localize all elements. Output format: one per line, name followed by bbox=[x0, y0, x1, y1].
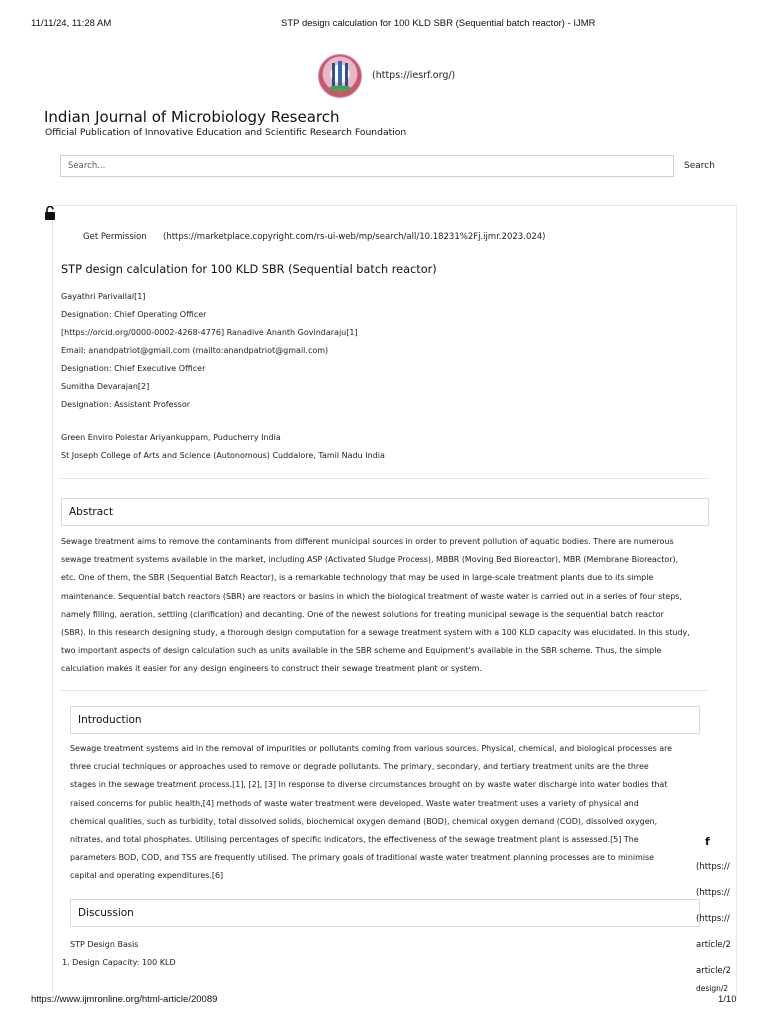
text-line: nitrates, and total phosphates. Utilising percentages of specific indicators, the effectiveness of the sewage treatment plant is assessed.[5] The bbox=[70, 835, 639, 845]
text-line: raised concerns for public health,[4] methods of waste water treatment were developed. Waste water treatment uses a variety of physical and bbox=[70, 798, 639, 808]
author-orcid[interactable]: [https://orcid.org/0000-0002-4268-4776] Ranadive Ananth Govindaraju[1] bbox=[61, 328, 358, 337]
iesrf-logo[interactable] bbox=[318, 54, 362, 98]
iesrf-link[interactable]: (https://iesrf.org/) bbox=[372, 70, 456, 81]
text-line: sewage treatment systems available in the market, including ASP (Activated Sludge Process), MBBR (Moving Bed Bioreactor), MBR (Membrane Bioreactor), bbox=[61, 555, 679, 565]
share-link[interactable]: (https:// bbox=[696, 888, 730, 898]
affiliation: St Joseph College of Arts and Science (Autonomous) Cuddalore, Tamil Nadu India bbox=[61, 451, 385, 460]
text-line: stages in the sewage treatment process.[1], [2], [3] In response to diverse circumstances brought on by waste water discharge into water bodies that bbox=[70, 780, 668, 790]
share-link[interactable]: (https:// bbox=[696, 914, 730, 924]
text-line: capital and operating expenditures.[6] bbox=[70, 871, 224, 881]
get-permission-link[interactable]: Get Permission bbox=[83, 232, 147, 242]
text-line: calculation makes it easier for any design engineers to construct their sewage treatment plant or system. bbox=[61, 664, 483, 674]
abstract-heading-box bbox=[61, 498, 709, 526]
divider bbox=[60, 690, 708, 691]
print-datetime: 11/11/24, 11:28 AM bbox=[31, 18, 112, 29]
text-line: namely filling, aeration, settling (clarification) and decanting. One of the newest solutions for treating municipal sewage is the sequential batch reactor bbox=[61, 609, 664, 619]
author-designation: Designation: Chief Executive Officer bbox=[61, 364, 206, 373]
introduction-heading-box bbox=[70, 706, 700, 734]
author-name: Sumitha Devarajan[2] bbox=[61, 382, 150, 391]
affiliation: Green Enviro Polestar Ariyankuppam, Puducherry India bbox=[61, 433, 281, 442]
abstract-text bbox=[61, 533, 721, 679]
share-link[interactable]: article/2 bbox=[696, 940, 731, 950]
text-line: (SBR). In this research designing study, a thorough design computation for a sewage treatment system with a 100 KLD capacity was elucidated. In this study, bbox=[61, 628, 690, 638]
introduction-heading: Introduction bbox=[78, 714, 142, 726]
open-access-lock-icon bbox=[44, 206, 56, 220]
facebook-icon[interactable]: f bbox=[705, 835, 710, 848]
share-link[interactable]: design/2 bbox=[696, 984, 729, 993]
stp-design-basis: STP Design Basis bbox=[70, 940, 139, 949]
journal-subtitle: Official Publication of Innovative Education and Scientific Research Foundation bbox=[45, 127, 407, 138]
text-line: three crucial techniques or approaches used to remove or degrade pollutants. The primary, secondary, and tertiary treatment units are the three bbox=[70, 762, 649, 772]
discussion-heading-box bbox=[70, 899, 700, 927]
print-footer-url: https://www.ijmronline.org/html-article/20089 bbox=[31, 994, 218, 1005]
print-page-number: 1/10 bbox=[718, 994, 737, 1005]
article-title: STP design calculation for 100 KLD SBR (Sequential batch reactor) bbox=[61, 263, 437, 276]
author-name: Gayathri Parivallal[1] bbox=[61, 292, 146, 301]
permission-url[interactable]: (https://marketplace.copyright.com/rs-ui-web/mp/search/all/10.18231%2Fj.ijmr.2023.024) bbox=[163, 232, 546, 242]
author-designation: Designation: Assistant Professor bbox=[61, 400, 191, 409]
design-capacity-item: 1. Design Capacity: 100 KLD bbox=[62, 958, 176, 967]
divider bbox=[60, 478, 708, 479]
share-link[interactable]: (https:// bbox=[696, 862, 730, 872]
introduction-text bbox=[70, 740, 690, 886]
abstract-heading: Abstract bbox=[69, 506, 114, 518]
text-line: etc. One of them, the SBR (Sequential Batch Reactor), is a remarkable technology that may be used in large-scale treatment plants due to its simple bbox=[61, 573, 654, 583]
search-input[interactable]: Search... bbox=[60, 155, 674, 177]
text-line: Sewage treatment aims to remove the contaminants from different municipal sources in order to prevent pollution of aquatic bodies. There are numerous bbox=[61, 537, 674, 546]
search-button[interactable]: Search bbox=[684, 161, 715, 171]
text-line: Sewage treatment systems aid in the removal of impurities or pollutants coming from various sources. Physical, chemical, and biological processes are bbox=[70, 744, 673, 753]
text-line: two important aspects of design calculation such as units available in the SBR scheme and Equipment's available in the SBR scheme. Thus, the simple bbox=[61, 646, 662, 656]
text-line: chemical qualities, such as turbidity, total dissolved solids, biochemical oxygen demand (BOD), chemical oxygen demand (COD), dissolved oxygen, bbox=[70, 816, 658, 826]
author-designation: Designation: Chief Operating Officer bbox=[61, 310, 207, 319]
journal-title[interactable]: Indian Journal of Microbiology Research bbox=[44, 108, 340, 126]
discussion-heading: Discussion bbox=[78, 907, 134, 919]
share-link[interactable]: article/2 bbox=[696, 966, 731, 976]
print-page-title: STP design calculation for 100 KLD SBR (Sequential batch reactor) - IJMR bbox=[281, 18, 596, 29]
text-line: parameters BOD, COD, and TSS are frequently utilised. The primary goals of traditional waste water treatment planning processes are to minimise bbox=[70, 853, 655, 863]
text-line: maintenance. Sequential batch reactors (SBR) are reactors or basins in which the biological treatment of waste water is carried out in a series of four steps, bbox=[61, 591, 682, 601]
author-email[interactable]: Email: anandpatriot@gmail.com (mailto:anandpatriot@gmail.com) bbox=[61, 346, 329, 355]
